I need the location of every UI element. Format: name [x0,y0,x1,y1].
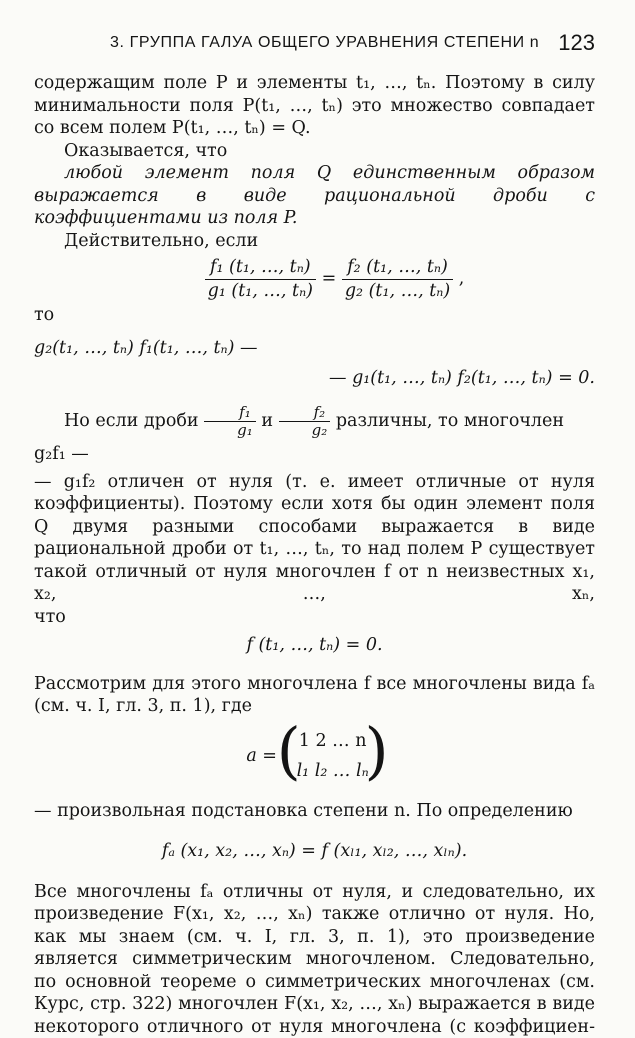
page-body [34,72,595,1038]
paragraph-fractions-end: что [34,606,595,629]
equation-substitution [34,726,595,792]
matrix-row-bottom: l₁ l₂ … lₙ [297,756,369,786]
right-paren: ) [364,720,388,782]
running-head: 3. ГРУППА ГАЛУА ОБЩЕГО УРАВНЕНИЯ СТЕПЕНИ n [110,34,539,52]
fraction-g1: g₁ [204,422,256,439]
paragraph-fractions-distinct [34,404,595,469]
fraction-g2: g₂ [279,422,331,439]
substitution-lhs: a = [246,745,277,765]
text-fragment: Но если дроби [64,411,199,431]
paragraph-indeed: Действительно, если [34,230,595,253]
paragraph-arbitrary-substitution: — произвольная подстановка степени n. По определению [34,800,595,823]
matrix-row-top: 1 2 … n [297,726,369,756]
page-header [32,30,595,58]
fraction-right-denominator: g₂ (t₁, …, tₙ) [342,280,453,303]
equation-product-line1: g₂(t₁, …, tₙ) f₁(t₁, …, tₙ) — [34,337,595,360]
equation-f-zero: f (t₁, …, tₙ) = 0. [34,634,595,657]
fraction-f2-g2 [279,404,331,439]
fraction-left-denominator: g₁ (t₁, …, tₙ) [205,280,316,303]
text-and: и [261,411,273,431]
theorem-statement: любой элемент поля Q единственным образом выражается в виде рациональной дроби с коэффициентами из поля P. [34,162,595,230]
fraction-f2: f₂ [279,404,331,422]
paragraph-product-symmetric: Все многочлены fₐ отличны от нуля, и следовательно, их произведение F(x₁, x₂, …, xₙ) также отлично от нуля. Но, как мы знаем (см. ч. I, гл. 3, п. 1), это произведение является симметрическим многочленом. Следовательно, по основной теореме о симметрических многочленах (см. Курс, стр. 322) многочлен F(x₁, x₂, …, xₙ) выражается в виде некоторого отличного от нуля многочлена (с коэффициен- [34,881,595,1038]
equation-fa-definition: fₐ (x₁, x₂, …, xₙ) = f (xₗ₁, xₗ₂, …, xₗₙ). [34,840,595,863]
equation-product-line2: — g₁(t₁, …, tₙ) f₂(t₁, …, tₙ) = 0. [34,367,595,390]
page-number: 123 [558,30,595,56]
paragraph-fractions-body: — g₁f₂ отличен от нуля (т. е. имеет отличные от нуля коэффициенты). Поэтому если хотя бы один элемент поля Q двумя разными способами выражается в виде рациональной дроби от t₁, …, tₙ, то над полем P существует такой отличный от нуля многочлен f от n неизвестных x₁, x₂, …, xₙ, [34,471,595,606]
then-word: то [34,304,595,327]
text-fragment: различны, то многочлен g₂f₁ — [34,411,564,464]
fraction-f1: f₁ [204,404,256,422]
paragraph-continuation: содержащим поле P и элементы t₁, …, tₙ. Поэтому в силу минимальности поля P(t₁, …, tₙ) это множество совпадает со всем полем P(t₁, …, tₙ) = Q. [34,72,595,140]
fraction-right-numerator: f₂ (t₁, …, tₙ) [342,256,453,280]
fraction-f1-g1 [204,404,256,439]
equation-fractions: $\frac{\text{f₁ (t₁, …, tₙ)}}{\text{g₁ (t₁, …, tₙ)}}$ = $\frac{\text{f₂ (t₁, …, tₙ)}}{\text{g₂ (t₁, …, tₙ)}}$ , [74,256,595,302]
fraction-left-numerator: f₁ (t₁, …, tₙ) [205,256,316,280]
substitution-matrix [283,726,383,786]
fraction-right [342,256,453,302]
fraction-left [205,256,316,302]
paragraph-consider: Рассмотрим для этого многочлена f все многочлены вида fₐ (см. ч. I, гл. 3, п. 1), где [34,673,595,718]
left-paren: ( [277,720,301,782]
paragraph-intro: Оказывается, что [34,140,595,163]
